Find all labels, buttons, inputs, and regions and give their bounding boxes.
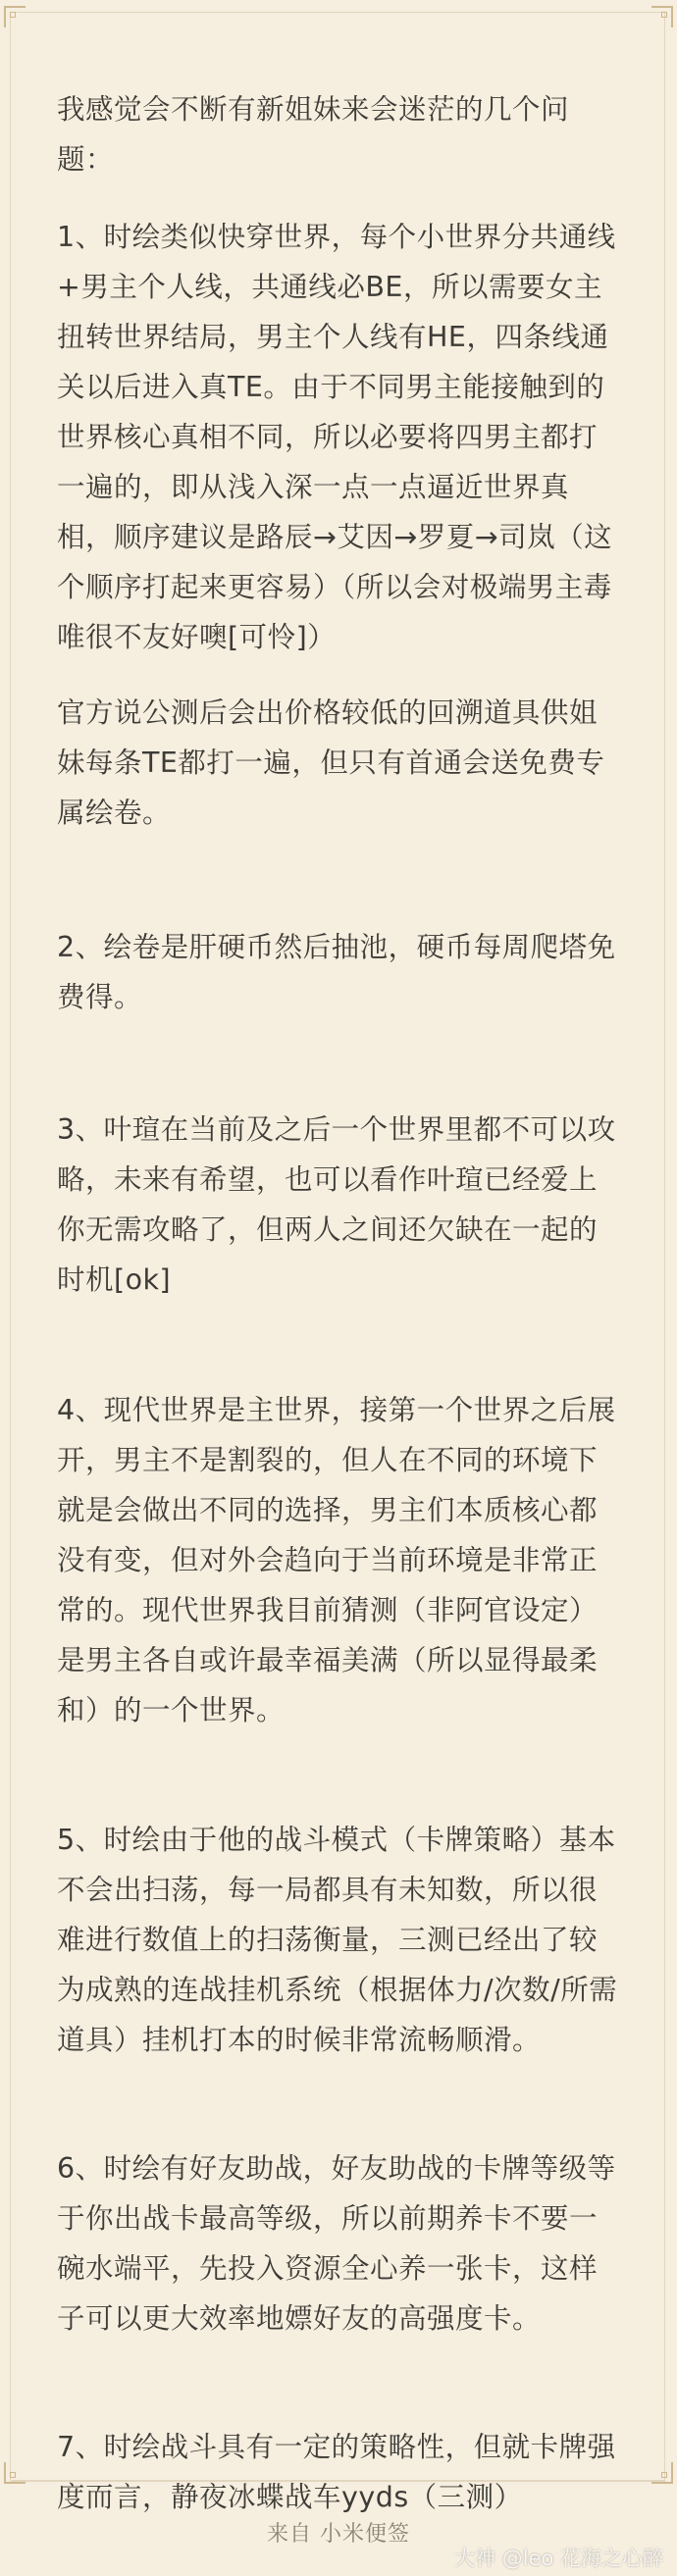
point-2-paragraph: 2、绘卷是肝硬币然后抽池，硬币每周爬塔免费得。 <box>57 931 616 1013</box>
point-1-paragraph: 1、时绘类似快穿世界，每个小世界分共通线+男主个人线，共通线必BE，所以需要女主扭转世界结局，男主个人线有HE，四条线通关以后进入真TE。由于不同男主能接触到的世界核心真相不同，所以必要将四男主都打一遍的，即从浅入深一点一点逼近世界真相，顺序建议是路辰→艾因→罗夏→司岚（这个顺序打起来更容易）（所以会对极端男主毒唯很不友好噢[可怜]） <box>57 221 616 653</box>
corner-ornament-top-right <box>651 6 673 27</box>
note-footer <box>0 2480 677 2576</box>
footer-divider <box>12 2480 665 2481</box>
point-5-paragraph: 5、时绘由于他的战斗模式（卡牌策略）基本不会出扫荡，每一局都具有未知数，所以很难进行数值上的扫荡衡量，三测已经出了较为成熟的连战挂机系统（根据体力/次数/所需道具）挂机打本的时候非常流畅顺滑。 <box>57 1824 618 2056</box>
intro-paragraph: 我感觉会不断有新姐妹来会迷茫的几个问题： <box>57 93 570 176</box>
point-6-paragraph: 6、时绘有好友助战，好友助战的卡牌等级等于你出战卡最高等级，所以前期养卡不要一碗水端平，先投入资源全心养一张卡，这样子可以更大效率地嫖好友的高强度卡。 <box>57 2152 616 2335</box>
official-note-paragraph: 官方说公测后会出价格较低的回溯道具供姐妹每条TE都打一遍，但只有首通会送免费专属绘卷。 <box>57 696 605 829</box>
note-body <box>57 84 624 2522</box>
watermark: 大神 @leo 花海之心醉 <box>454 2547 663 2570</box>
point-7-paragraph: 7、时绘战斗具有一定的策略性，但就卡牌强度而言，静夜冰蝶战车yyds（三测） <box>57 2431 616 2513</box>
point-4-paragraph: 4、现代世界是主世界，接第一个世界之后展开，男主不是割裂的，但人在不同的环境下就是会做出不同的选择，男主们本质核心都没有变，但对外会趋向于当前环境是非常正常的。现代世界我目前猜测（非阿官设定）是男主各自或许最幸福美满（所以显得最柔和）的一个世界。 <box>57 1394 616 1726</box>
point-3-paragraph: 3、叶瑄在当前及之后一个世界里都不可以攻略，未来有希望，也可以看作叶瑄已经爱上你无需攻略了，但两人之间还欠缺在一起的时机[ok] <box>57 1113 616 1296</box>
corner-ornament-top-left <box>4 6 26 27</box>
source-label: 来自 小米便签 <box>267 2522 410 2547</box>
